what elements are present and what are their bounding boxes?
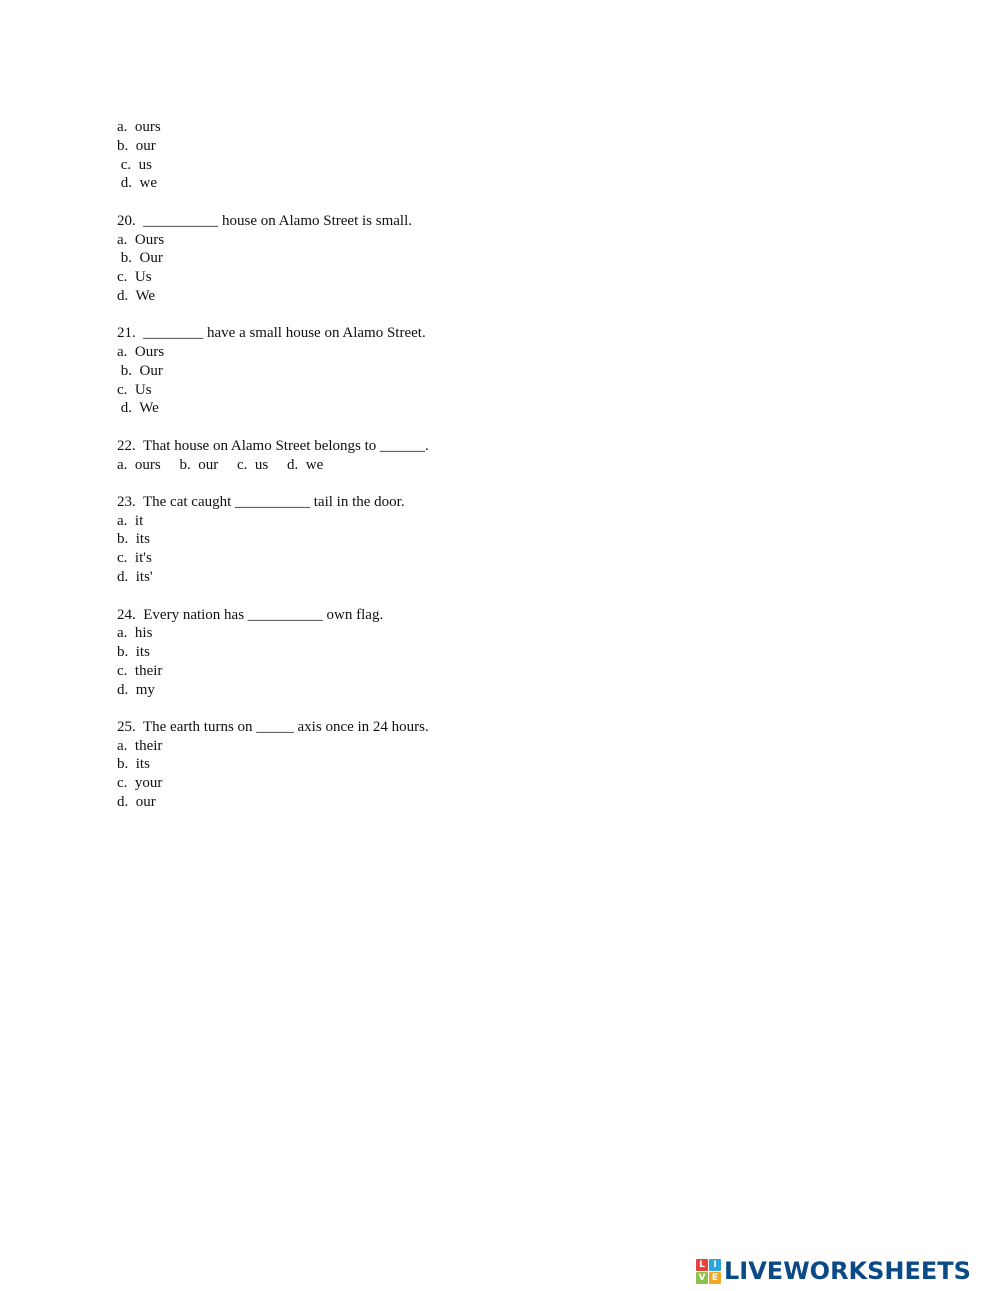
- q19-option-d: d. we: [117, 175, 157, 191]
- q19-option-a: a. ours: [117, 119, 161, 135]
- liveworksheets-wordmark: LIVEWORKSHEETS: [724, 1257, 971, 1285]
- q23-option-d: d. its': [117, 569, 153, 585]
- q21-question: 21. ________ have a small house on Alamo Street.: [117, 325, 426, 341]
- q20-question: 20. __________ house on Alamo Street is small.: [117, 213, 412, 229]
- q21-option-c: c. Us: [117, 382, 152, 398]
- q21-option-a: a. Ours: [117, 344, 165, 360]
- q24-option-c: c. their: [117, 663, 163, 679]
- q21-option-d: d. We: [117, 400, 159, 416]
- q20-option-b: b. Our: [117, 250, 163, 266]
- q25-question: 25. The earth turns on _____ axis once in 24 hours.: [117, 719, 429, 735]
- q22-question: 22. That house on Alamo Street belongs to ______.: [117, 438, 429, 454]
- logo-letter-e: E: [709, 1272, 721, 1284]
- q25-option-a: a. their: [117, 738, 163, 754]
- q21-option-b: b. Our: [117, 363, 163, 379]
- q23-option-a: a. it: [117, 513, 144, 529]
- q22-options-line: a. ours b. our c. us d. we: [117, 457, 324, 473]
- logo-letter-v: V: [696, 1272, 708, 1284]
- q23-option-c: c. it's: [117, 550, 152, 566]
- q20-option-d: d. We: [117, 288, 156, 304]
- live-logo-icon: [696, 1259, 721, 1284]
- q20-option-a: a. Ours: [117, 232, 165, 248]
- logo-letter-l: L: [696, 1259, 708, 1271]
- q25-option-d: d. our: [117, 794, 156, 810]
- q24-option-a: a. his: [117, 625, 153, 641]
- liveworksheets-logo[interactable]: [696, 1253, 971, 1289]
- logo-letter-i: I: [709, 1259, 721, 1271]
- q24-option-b: b. its: [117, 644, 150, 660]
- q20-option-c: c. Us: [117, 269, 152, 285]
- q24-question: 24. Every nation has __________ own flag.: [117, 607, 384, 623]
- q23-question: 23. The cat caught __________ tail in the door.: [117, 494, 405, 510]
- q23-option-b: b. its: [117, 531, 150, 547]
- q25-option-c: c. your: [117, 775, 163, 791]
- q25-option-b: b. its: [117, 756, 150, 772]
- q24-option-d: d. my: [117, 682, 155, 698]
- q19-option-b: b. our: [117, 138, 156, 154]
- q19-option-c: c. us: [117, 157, 152, 173]
